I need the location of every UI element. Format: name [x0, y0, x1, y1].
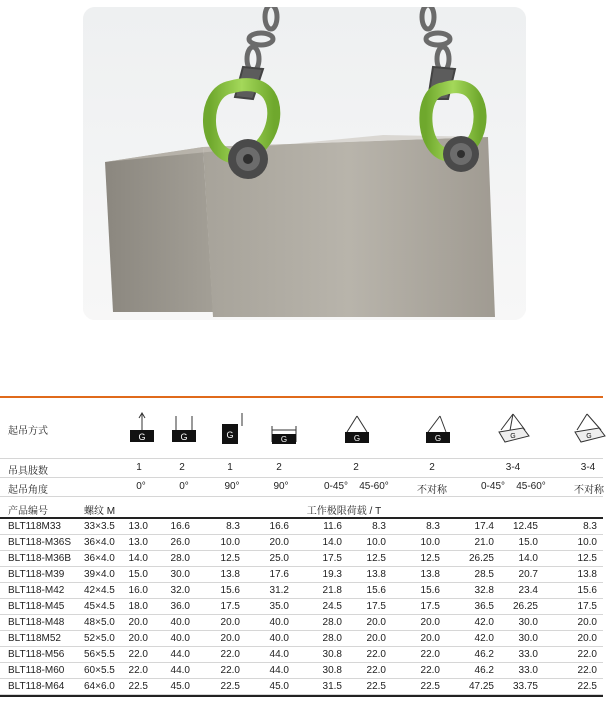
load-cell: 28.0 [170, 553, 190, 564]
load-cell: 22.0 [128, 665, 148, 676]
load-cell: 14.0 [518, 553, 538, 564]
lift-method-row [0, 398, 603, 459]
thread-header: 螺纹 M [84, 506, 116, 517]
load-cell: 40.0 [269, 617, 289, 628]
table-row [0, 567, 603, 583]
load-cell: 44.0 [269, 665, 289, 676]
load-cell: 47.25 [468, 681, 494, 692]
icon-letter: G [226, 430, 234, 440]
load-cell: 10.0 [220, 537, 240, 548]
model-cell: BLT118-M56 [8, 649, 65, 660]
load-cell: 35.0 [269, 601, 289, 612]
load-cell: 13.0 [128, 521, 148, 532]
legs-cell: 1 [136, 462, 142, 473]
load-cell: 15.6 [420, 585, 440, 596]
load-cell: 10.0 [420, 537, 440, 548]
model-cell: BLT118-M36S [8, 537, 71, 548]
table-row [0, 663, 603, 679]
legs-cell: 3-4 [580, 462, 596, 473]
load-cell: 30.0 [518, 633, 538, 644]
load-cell: 17.4 [474, 521, 494, 532]
load-cell: 32.0 [170, 585, 190, 596]
load-cell: 12.5 [577, 553, 597, 564]
thread-cell: 42×4.5 [84, 585, 115, 596]
load-cell: 42.0 [474, 617, 494, 628]
load-cell: 40.0 [269, 633, 289, 644]
load-cell: 13.8 [220, 569, 240, 580]
load-cell: 8.3 [426, 521, 440, 532]
thread-cell: 48×5.0 [84, 617, 115, 628]
load-cell: 44.0 [269, 649, 289, 660]
thread-cell: 64×6.0 [84, 681, 115, 692]
lift-method-label: 起吊方式 [8, 426, 48, 437]
load-cell: 15.6 [366, 585, 386, 596]
load-cell: 8.3 [226, 521, 240, 532]
wll-header: 工作极限荷载 / T [306, 506, 382, 517]
load-cell: 17.5 [366, 601, 386, 612]
load-cell: 22.5 [128, 681, 148, 692]
load-cell: 8.3 [372, 521, 386, 532]
load-cell: 46.2 [474, 649, 494, 660]
model-cell: BLT118-M42 [8, 585, 65, 596]
load-cell: 32.8 [474, 585, 494, 596]
icon-letter: G [353, 434, 361, 443]
angle-cell: 0° [179, 481, 189, 492]
load-cell: 15.0 [128, 569, 148, 580]
table-row [0, 599, 603, 615]
load-cell: 33.75 [512, 681, 538, 692]
load-cell: 25.0 [269, 553, 289, 564]
two-leg-asymmetric-icon [420, 412, 456, 446]
load-cell: 8.3 [583, 521, 597, 532]
load-cell: 22.0 [420, 665, 440, 676]
thread-cell: 52×5.0 [84, 633, 115, 644]
load-cell: 22.5 [420, 681, 440, 692]
table-row [0, 583, 603, 599]
model-cell: BLT118-M64 [8, 681, 65, 692]
load-cell: 19.3 [322, 569, 342, 580]
load-cell: 12.5 [366, 553, 386, 564]
single-leg-vertical-icon [124, 412, 160, 446]
load-cell: 40.0 [170, 617, 190, 628]
load-cell: 31.5 [322, 681, 342, 692]
load-cell: 22.5 [577, 681, 597, 692]
load-cell: 16.6 [170, 521, 190, 532]
angle-cell: 90° [273, 481, 289, 492]
thread-cell: 33×3.5 [84, 521, 115, 532]
load-cell: 40.0 [170, 633, 190, 644]
load-cell: 10.0 [366, 537, 386, 548]
load-cell: 20.0 [128, 633, 148, 644]
single-leg-side-icon [214, 412, 250, 446]
load-cell: 17.5 [220, 601, 240, 612]
model-cell: BLT118M52 [8, 633, 61, 644]
load-cell: 30.0 [170, 569, 190, 580]
load-cell: 45.0 [170, 681, 190, 692]
load-cell: 31.2 [269, 585, 289, 596]
table-row [0, 647, 603, 663]
load-cell: 13.8 [577, 569, 597, 580]
thread-cell: 45×4.5 [84, 601, 115, 612]
load-cell: 21.0 [474, 537, 494, 548]
load-cell: 20.0 [220, 617, 240, 628]
load-cell: 17.6 [269, 569, 289, 580]
load-cell: 13.8 [420, 569, 440, 580]
load-cell: 15.6 [577, 585, 597, 596]
legs-cell: 3-4 [505, 462, 521, 473]
thread-cell: 39×4.0 [84, 569, 115, 580]
table-row [0, 631, 603, 647]
product-photo [83, 7, 526, 320]
model-cell: BLT118-M60 [8, 665, 65, 676]
angle-cell: 不对称 [417, 485, 447, 496]
icon-letter: G [180, 432, 188, 442]
multi-leg-angled-icon [495, 412, 531, 446]
load-cell: 22.0 [220, 649, 240, 660]
load-cell: 20.7 [518, 569, 538, 580]
load-cell: 22.0 [420, 649, 440, 660]
table-row [0, 519, 603, 535]
load-cell: 12.5 [220, 553, 240, 564]
load-cell: 17.5 [420, 601, 440, 612]
load-cell: 22.5 [366, 681, 386, 692]
load-cell: 20.0 [420, 617, 440, 628]
load-cell: 42.0 [474, 633, 494, 644]
load-cell: 14.0 [128, 553, 148, 564]
angle-label: 起吊角度 [8, 485, 48, 496]
angle-row [0, 478, 603, 497]
load-cell: 26.0 [170, 537, 190, 548]
model-cell: BLT118M33 [8, 521, 61, 532]
multi-leg-asymmetric-icon [571, 412, 607, 446]
load-cell: 21.8 [322, 585, 342, 596]
model-cell: BLT118-M48 [8, 617, 65, 628]
thread-cell: 36×4.0 [84, 553, 115, 564]
load-cell: 28.0 [322, 633, 342, 644]
legs-row [0, 459, 603, 478]
icon-letter: G [510, 433, 516, 440]
table-row [0, 551, 603, 567]
load-cell: 11.6 [323, 521, 342, 532]
load-cell: 36.0 [170, 601, 190, 612]
two-leg-side-icon [266, 412, 302, 446]
model-header: 产品编号 [8, 506, 48, 517]
angle-cell: 0-45° [480, 481, 506, 492]
load-cell: 16.6 [269, 521, 289, 532]
load-cell: 22.0 [366, 649, 386, 660]
load-cell: 30.0 [518, 617, 538, 628]
thread-cell: 36×4.0 [84, 537, 115, 548]
legs-cell: 2 [429, 462, 435, 473]
angle-cell: 0-45° [323, 481, 349, 492]
icon-letter: G [280, 435, 288, 444]
load-cell: 20.0 [220, 633, 240, 644]
load-cell: 17.5 [322, 553, 342, 564]
load-cell: 26.25 [468, 553, 494, 564]
load-cell: 20.0 [366, 633, 386, 644]
model-cell: BLT118-M36B [8, 553, 71, 564]
load-cell: 26.25 [512, 601, 538, 612]
load-cell: 36.5 [474, 601, 494, 612]
load-cell: 17.5 [577, 601, 597, 612]
table-row [0, 679, 603, 695]
load-cell: 13.8 [366, 569, 386, 580]
load-cell: 30.8 [322, 665, 342, 676]
load-cell: 33.0 [518, 649, 538, 660]
load-cell: 28.0 [322, 617, 342, 628]
load-cell: 44.0 [170, 665, 190, 676]
load-cell: 18.0 [128, 601, 148, 612]
legs-cell: 2 [179, 462, 185, 473]
angle-cell: 45-60° [516, 481, 546, 492]
load-cell: 20.0 [269, 537, 289, 548]
load-cell: 22.0 [220, 665, 240, 676]
legs-cell: 1 [227, 462, 233, 473]
load-cell: 24.5 [322, 601, 342, 612]
load-cell: 15.6 [220, 585, 240, 596]
two-leg-vertical-icon [166, 412, 202, 446]
load-cell: 22.0 [577, 649, 597, 660]
load-cell: 14.0 [322, 537, 342, 548]
load-cell: 20.0 [366, 617, 386, 628]
load-cell: 20.0 [577, 633, 597, 644]
angle-cell: 45-60° [359, 481, 389, 492]
load-cell: 45.0 [269, 681, 289, 692]
model-cell: BLT118-M45 [8, 601, 65, 612]
legs-cell: 2 [353, 462, 359, 473]
table-body [0, 519, 603, 697]
thread-cell: 60×5.5 [84, 665, 115, 676]
icon-letter: G [586, 433, 592, 440]
load-cell: 13.0 [128, 537, 148, 548]
angle-cell: 不对称 [574, 485, 604, 496]
thread-cell: 56×5.5 [84, 649, 115, 660]
icon-letter: G [138, 432, 146, 442]
icon-letter: G [434, 434, 442, 443]
load-cell: 23.4 [518, 585, 538, 596]
load-cell: 20.0 [420, 633, 440, 644]
load-cell: 12.5 [420, 553, 440, 564]
angle-cell: 0° [136, 481, 146, 492]
table-header [0, 497, 603, 519]
load-cell: 22.0 [128, 649, 148, 660]
load-cell: 20.0 [577, 617, 597, 628]
angle-cell: 90° [224, 481, 240, 492]
legs-cell: 2 [276, 462, 282, 473]
load-cell: 10.0 [577, 537, 597, 548]
load-cell: 28.5 [474, 569, 494, 580]
load-cell: 33.0 [518, 665, 538, 676]
load-cell: 22.0 [577, 665, 597, 676]
load-cell: 16.0 [128, 585, 148, 596]
legs-label: 吊具肢数 [8, 466, 48, 477]
load-cell: 20.0 [128, 617, 148, 628]
spec-table [0, 396, 603, 697]
model-cell: BLT118-M39 [8, 569, 65, 580]
load-cell: 15.0 [518, 537, 538, 548]
load-cell: 12.45 [512, 521, 538, 532]
load-cell: 46.2 [474, 665, 494, 676]
load-cell: 30.8 [322, 649, 342, 660]
two-leg-angled-icon [339, 412, 375, 446]
load-cell: 22.0 [366, 665, 386, 676]
table-row [0, 615, 603, 631]
load-cell: 44.0 [170, 649, 190, 660]
table-row [0, 535, 603, 551]
load-cell: 22.5 [220, 681, 240, 692]
